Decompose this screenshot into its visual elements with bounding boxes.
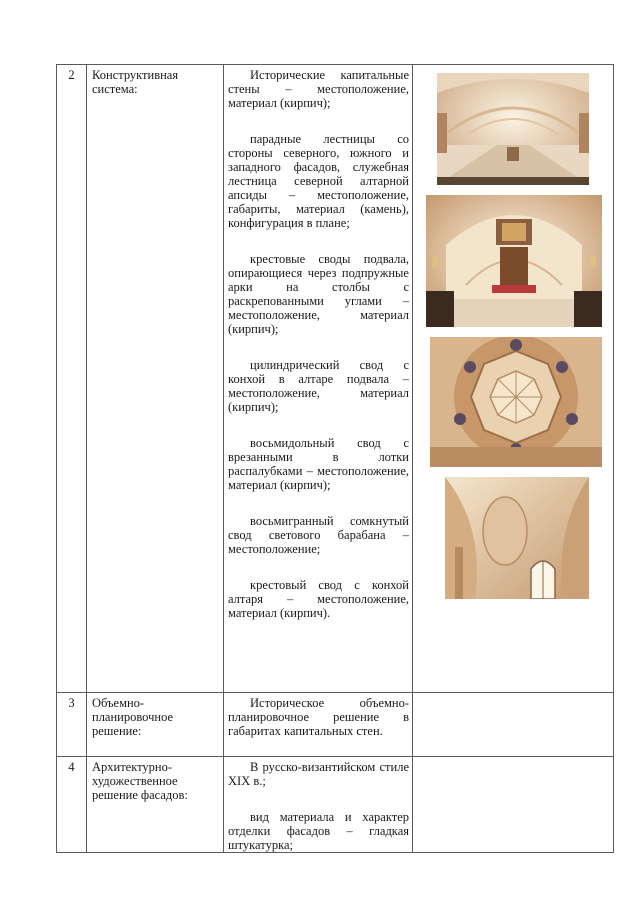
- altar-niche-photo: [426, 195, 602, 327]
- description-paragraph: парадные лестницы со стороны северного, южного и западного фасадов, служебная лестница северной алтарной апсиды – местоположение, габариты, материал (камень), конфигурация в плане;: [228, 132, 409, 230]
- monument-table: [56, 64, 614, 853]
- table-row: [57, 65, 614, 693]
- basement-hall-photo: [437, 73, 589, 185]
- description-paragraph: восьмигранный сомкнутый свод светового барабана – местоположение;: [228, 514, 409, 556]
- row-number: 4: [57, 757, 87, 853]
- row-description: [224, 693, 413, 757]
- description-paragraph: вид материала и характер отделки фасадов – гладкая штукатурка;: [228, 810, 409, 852]
- table-row: [57, 693, 614, 757]
- row-number: 2: [57, 65, 87, 693]
- photo-cell: [413, 693, 614, 757]
- row-title: Объемно-планировочное решение:: [87, 693, 224, 757]
- photo-cell: [413, 757, 614, 853]
- description-paragraph: В русско-византийском стиле XIX в.;: [228, 760, 409, 788]
- row-description: [224, 65, 413, 693]
- description-paragraph: Исторические капитальные стены – местоположение, материал (кирпич);: [228, 68, 409, 110]
- dome-ceiling-photo: [430, 337, 602, 467]
- table-row: [57, 757, 614, 853]
- row-title: Конструктивная система:: [87, 65, 224, 693]
- photo-cell: [413, 65, 614, 693]
- row-number: 3: [57, 693, 87, 757]
- description-paragraph: крестовый свод с конхой алтаря – местоположение, материал (кирпич).: [228, 578, 409, 620]
- description-paragraph: восьмидольный свод с врезанными в лотки распалубками – местоположение, материал (кирпич);: [228, 436, 409, 492]
- row-title: Архитектурно-художественное решение фасадов:: [87, 757, 224, 853]
- description-paragraph: цилиндрический свод с конхой в алтаре подвала – местоположение, материал (кирпич);: [228, 358, 409, 414]
- description-paragraph: Историческое объемно-планировочное решение в габаритах капитальных стен.: [228, 696, 409, 738]
- row-description: [224, 757, 413, 853]
- description-paragraph: крестовые своды подвала, опирающиеся через подпружные арки на столбы с раскрепованными углами – местоположение, материал (кирпич);: [228, 252, 409, 336]
- vault-window-photo: [445, 477, 589, 599]
